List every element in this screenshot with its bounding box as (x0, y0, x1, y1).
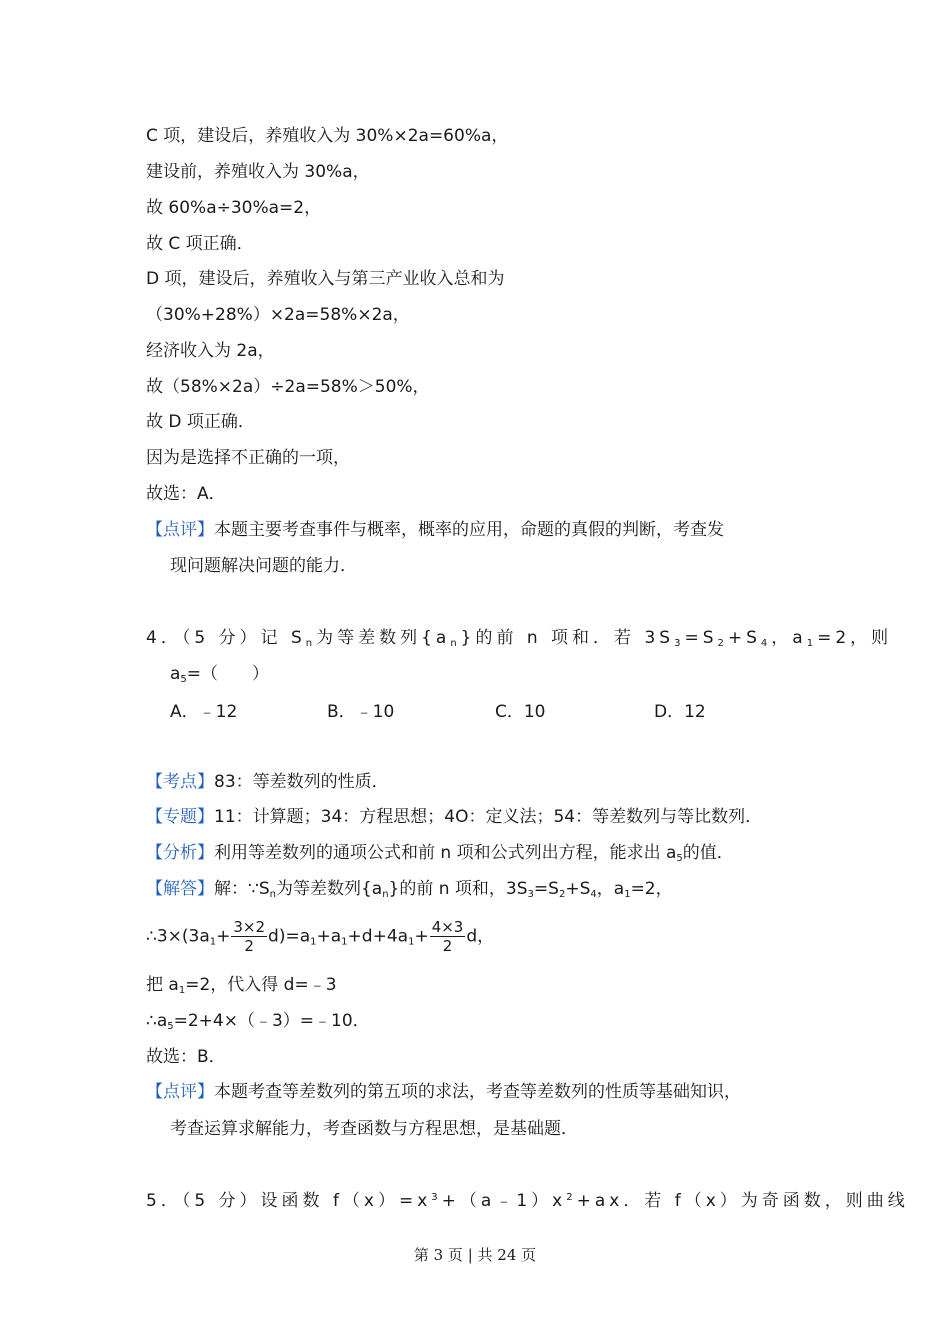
option-d: D．12 (654, 702, 706, 722)
jieda-line: 【解答】解：$\because S_n$为等差数列$\{a_n\}$的前 n 项和，$3S_3=S_2+S_4$，$a_1=2$， (146, 879, 673, 900)
zhuanti-tag: 【专题】 (146, 807, 214, 827)
comment-tag: 【点评】 (146, 1082, 214, 1102)
result-line: $\therefore a_5=2+4\times(﹣3)=﹣10$． (146, 1011, 370, 1032)
question-4-stem: 4．（5 分）记 $S_n$为等差数列$\{a_n\}$的前 n 项和．若 $3S_3=S_2+S_4$，$a_1=2$，则 (146, 628, 893, 649)
zhuanti-line: 【专题】11：计算题；34：方程思想；4O：定义法；54：等差数列与等比数列． (146, 807, 763, 827)
kaodian-line: 【考点】83：等差数列的性质． (146, 772, 389, 792)
question-4-stem-continuation: $a_5=$（ ） (170, 664, 270, 685)
text-line: 因为是选择不正确的一项， (146, 448, 350, 468)
option-a: A．﹣12 (170, 702, 238, 722)
kaodian-tag: 【考点】 (146, 772, 214, 792)
jieda-tag: 【解答】 (146, 879, 214, 899)
comment-continuation: 现问题解决问题的能力． (170, 556, 357, 576)
option-b: B．﹣10 (327, 702, 395, 722)
text-line: 故选：A． (146, 484, 226, 504)
fenxi-tag: 【分析】 (146, 843, 214, 863)
substitute-line: 把 $a_1=2$，代入得 d=﹣3 (146, 975, 337, 996)
page-footer: 第 3 页 | 共 24 页 (413, 1246, 537, 1264)
text-line: （30%+28%）×2a=58%×2a， (146, 305, 410, 325)
text-line: 故 60%a÷30%a=2， (146, 198, 322, 218)
text-line: 建设前，养殖收入为 30%a， (146, 162, 370, 182)
comment-tag: 【点评】 (146, 520, 214, 540)
equation-line: $\therefore 3\times(3a_1+$ $\frac{3\times 2}{2}$ $d)=a_1+a_1+d+4a_1+$ $\frac{4\times 3}{2}$ d， (146, 918, 495, 955)
comment-continuation: 考查运算求解能力，考查函数与方程思想，是基础题． (170, 1119, 578, 1139)
fraction: $\frac{4\times 3}{2}$ (431, 918, 464, 955)
text-line: 故（58%×2a）÷2a=58%＞50%， (146, 377, 430, 397)
text-line: 故 C 项正确． (146, 234, 254, 254)
fenxi-line: 【分析】利用等差数列的通项公式和前 n 项和公式列出方程，能求出 $a_5$的值． (146, 843, 734, 864)
question-5-stem: 5．（5 分）设函数 $f(x)=x^3+(a﹣1)x^2+ax$．若 f（x）为奇函数，则曲线 (146, 1191, 909, 1211)
answer-line: 故选：B． (146, 1047, 226, 1067)
text-line: 故 D 项正确． (146, 412, 255, 432)
comment-line (146, 518, 724, 542)
text-line: D 项，建设后，养殖收入与第三产业收入总和为 (146, 269, 505, 289)
comment-text: 本题主要考查事件与概率，概率的应用，命题的真假的判断，考查发 (214, 520, 724, 540)
text-line: C 项，建设后，养殖收入为 30%×2a=60%a， (146, 126, 509, 146)
option-c: C．10 (495, 702, 546, 722)
fraction: $\frac{3\times 2}{2}$ (233, 918, 266, 955)
text-line: 经济收入为 2a， (146, 341, 275, 361)
comment-line: 【点评】本题考查等差数列的第五项的求法，考查等差数列的性质等基础知识， (146, 1082, 741, 1102)
